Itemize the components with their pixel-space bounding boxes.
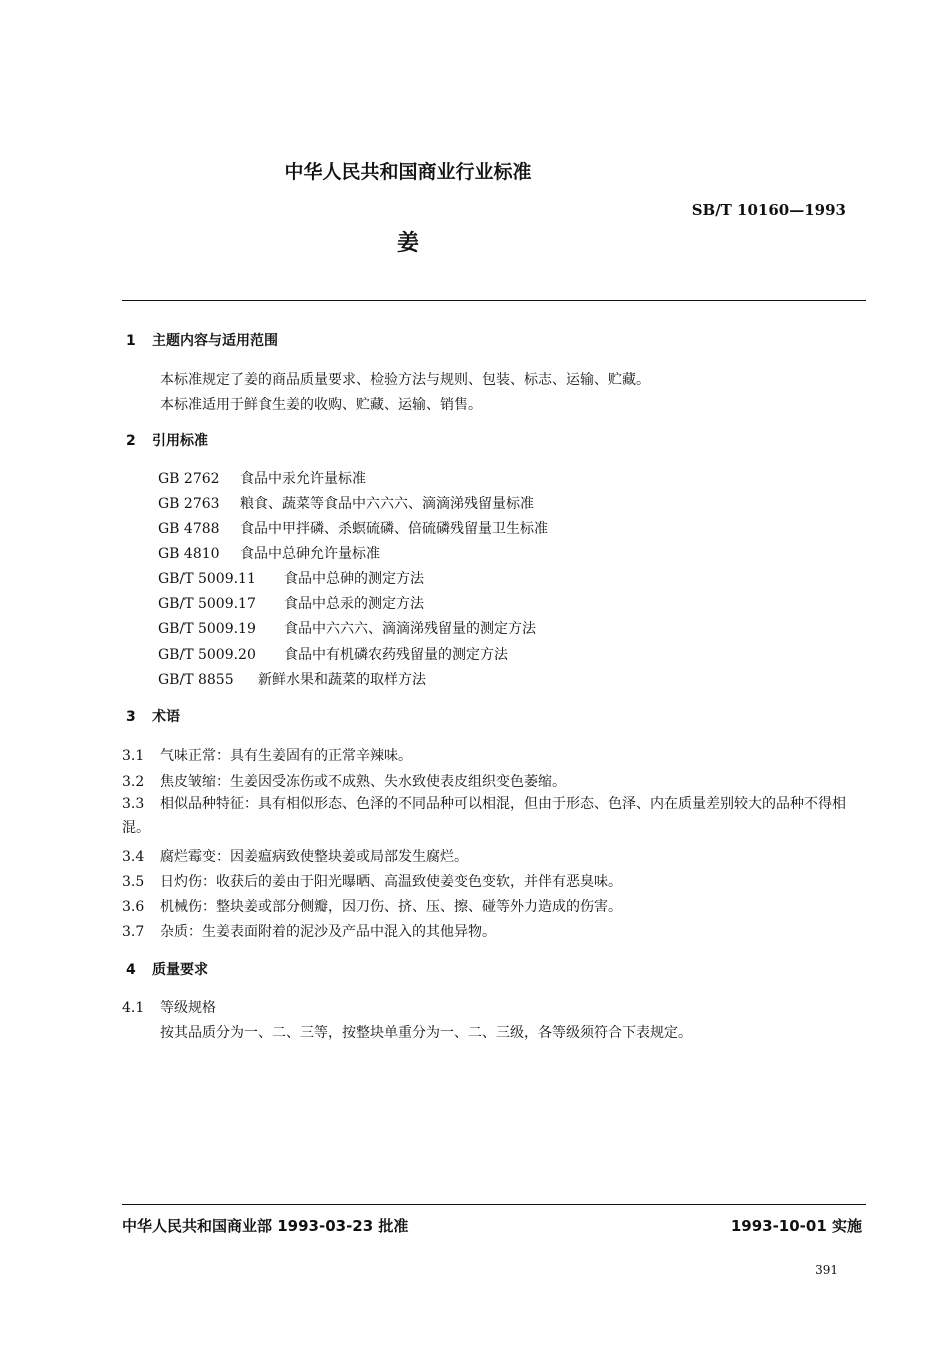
reference-item <box>158 568 424 588</box>
term-number: 3.2 <box>122 774 145 790</box>
term-number: 3.5 <box>122 874 145 890</box>
term-item <box>122 792 866 840</box>
header-divider <box>122 300 866 301</box>
section-3-heading <box>126 706 180 726</box>
reference-code: GB/T 5009.20 <box>158 647 256 663</box>
reference-name: 食品中六六六、滴滴涕残留量的测定方法 <box>284 621 536 637</box>
reference-code: GB/T 5009.19 <box>158 621 256 637</box>
reference-name: 食品中总砷允许量标准 <box>240 546 380 562</box>
section-1-paragraph: 本标准规定了姜的商品质量要求、检验方法与规则、包装、标志、运输、贮藏。 <box>160 372 650 388</box>
section-1-heading <box>126 330 278 350</box>
term-item <box>122 871 622 891</box>
reference-code: GB 4788 <box>158 521 220 537</box>
term-text: 腐烂霉变：因姜瘟病致使整块姜或局部发生腐烂。 <box>160 849 468 865</box>
page-number: 391 <box>815 1263 838 1277</box>
term-number: 3.6 <box>122 899 145 915</box>
section-1-paragraph: 本标准适用于鲜食生姜的收购、贮藏、运输、销售。 <box>160 397 482 413</box>
reference-item <box>158 543 380 563</box>
subsection-4-1-heading <box>122 997 216 1017</box>
reference-name: 食品中甲拌磷、杀螟硫磷、倍硫磷残留量卫生标准 <box>240 521 548 537</box>
reference-code: GB/T 5009.11 <box>158 571 256 587</box>
term-number: 3.1 <box>122 748 145 764</box>
reference-item <box>158 618 536 638</box>
term-text: 气味正常：具有生姜固有的正常辛辣味。 <box>160 748 412 764</box>
term-text: 日灼伤：收获后的姜由于阳光曝晒、高温致使姜变色变软，并伴有恶臭味。 <box>160 874 622 890</box>
reference-name: 食品中总汞的测定方法 <box>284 596 424 612</box>
reference-item <box>158 644 508 664</box>
section-number: 2 <box>126 433 136 449</box>
reference-name: 食品中总砷的测定方法 <box>284 571 424 587</box>
standard-number: SB/T 10160—1993 <box>691 201 846 219</box>
reference-code: GB 4810 <box>158 546 220 562</box>
section-number: 3 <box>126 709 136 725</box>
reference-name: 新鲜水果和蔬菜的取样方法 <box>258 672 426 688</box>
document-title: 姜 <box>396 231 419 256</box>
section-2-heading <box>126 430 208 450</box>
reference-code: GB/T 8855 <box>158 672 234 688</box>
reference-item <box>158 669 426 689</box>
subsection-4-1-paragraph: 按其品质分为一、二、三等，按整块单重分为一、二、三级，各等级须符合下表规定。 <box>160 1025 692 1041</box>
effective-date-line: 1993-10-01 实施 <box>730 1217 862 1235</box>
term-item <box>122 846 468 866</box>
footer-divider <box>122 1204 866 1205</box>
section-title: 引用标准 <box>152 433 208 449</box>
term-item <box>122 896 622 916</box>
term-item <box>122 771 566 791</box>
subsection-title: 等级规格 <box>160 1000 216 1016</box>
reference-name: 粮食、蔬菜等食品中六六六、滴滴涕残留量标准 <box>240 496 534 512</box>
reference-item <box>158 593 424 613</box>
approval-line: 中华人民共和国商业部 1993-03-23 批准 <box>122 1217 409 1235</box>
reference-code: GB 2763 <box>158 496 220 512</box>
subsection-number: 4.1 <box>122 1000 145 1016</box>
section-number: 1 <box>126 333 136 349</box>
reference-code: GB 2762 <box>158 471 220 487</box>
reference-item <box>158 518 548 538</box>
section-title: 术语 <box>152 709 180 725</box>
term-item <box>122 921 496 941</box>
section-title: 质量要求 <box>152 962 208 978</box>
standard-category-title: 中华人民共和国商业行业标准 <box>284 161 532 183</box>
term-text: 焦皮皱缩：生姜因受冻伤或不成熟、失水致使表皮组织变色萎缩。 <box>160 774 566 790</box>
term-number: 3.3 <box>122 796 145 812</box>
term-number: 3.4 <box>122 849 145 865</box>
reference-name: 食品中有机磷农药残留量的测定方法 <box>284 647 508 663</box>
term-text: 相似品种特征：具有相似形态、色泽的不同品种可以相混，但由于形态、色泽、内在质量差别较大的品种不得相混。 <box>122 796 846 836</box>
section-4-heading <box>126 959 208 979</box>
term-item <box>122 745 412 765</box>
reference-code: GB/T 5009.17 <box>158 596 256 612</box>
reference-item <box>158 468 366 488</box>
section-number: 4 <box>126 962 136 978</box>
term-text: 杂质：生姜表面附着的泥沙及产品中混入的其他异物。 <box>160 924 496 940</box>
term-number: 3.7 <box>122 924 145 940</box>
term-text: 机械伤：整块姜或部分侧瓣，因刀伤、挤、压、擦、碰等外力造成的伤害。 <box>160 899 622 915</box>
section-title: 主题内容与适用范围 <box>152 333 278 349</box>
reference-name: 食品中汞允许量标准 <box>240 471 366 487</box>
reference-item <box>158 493 534 513</box>
